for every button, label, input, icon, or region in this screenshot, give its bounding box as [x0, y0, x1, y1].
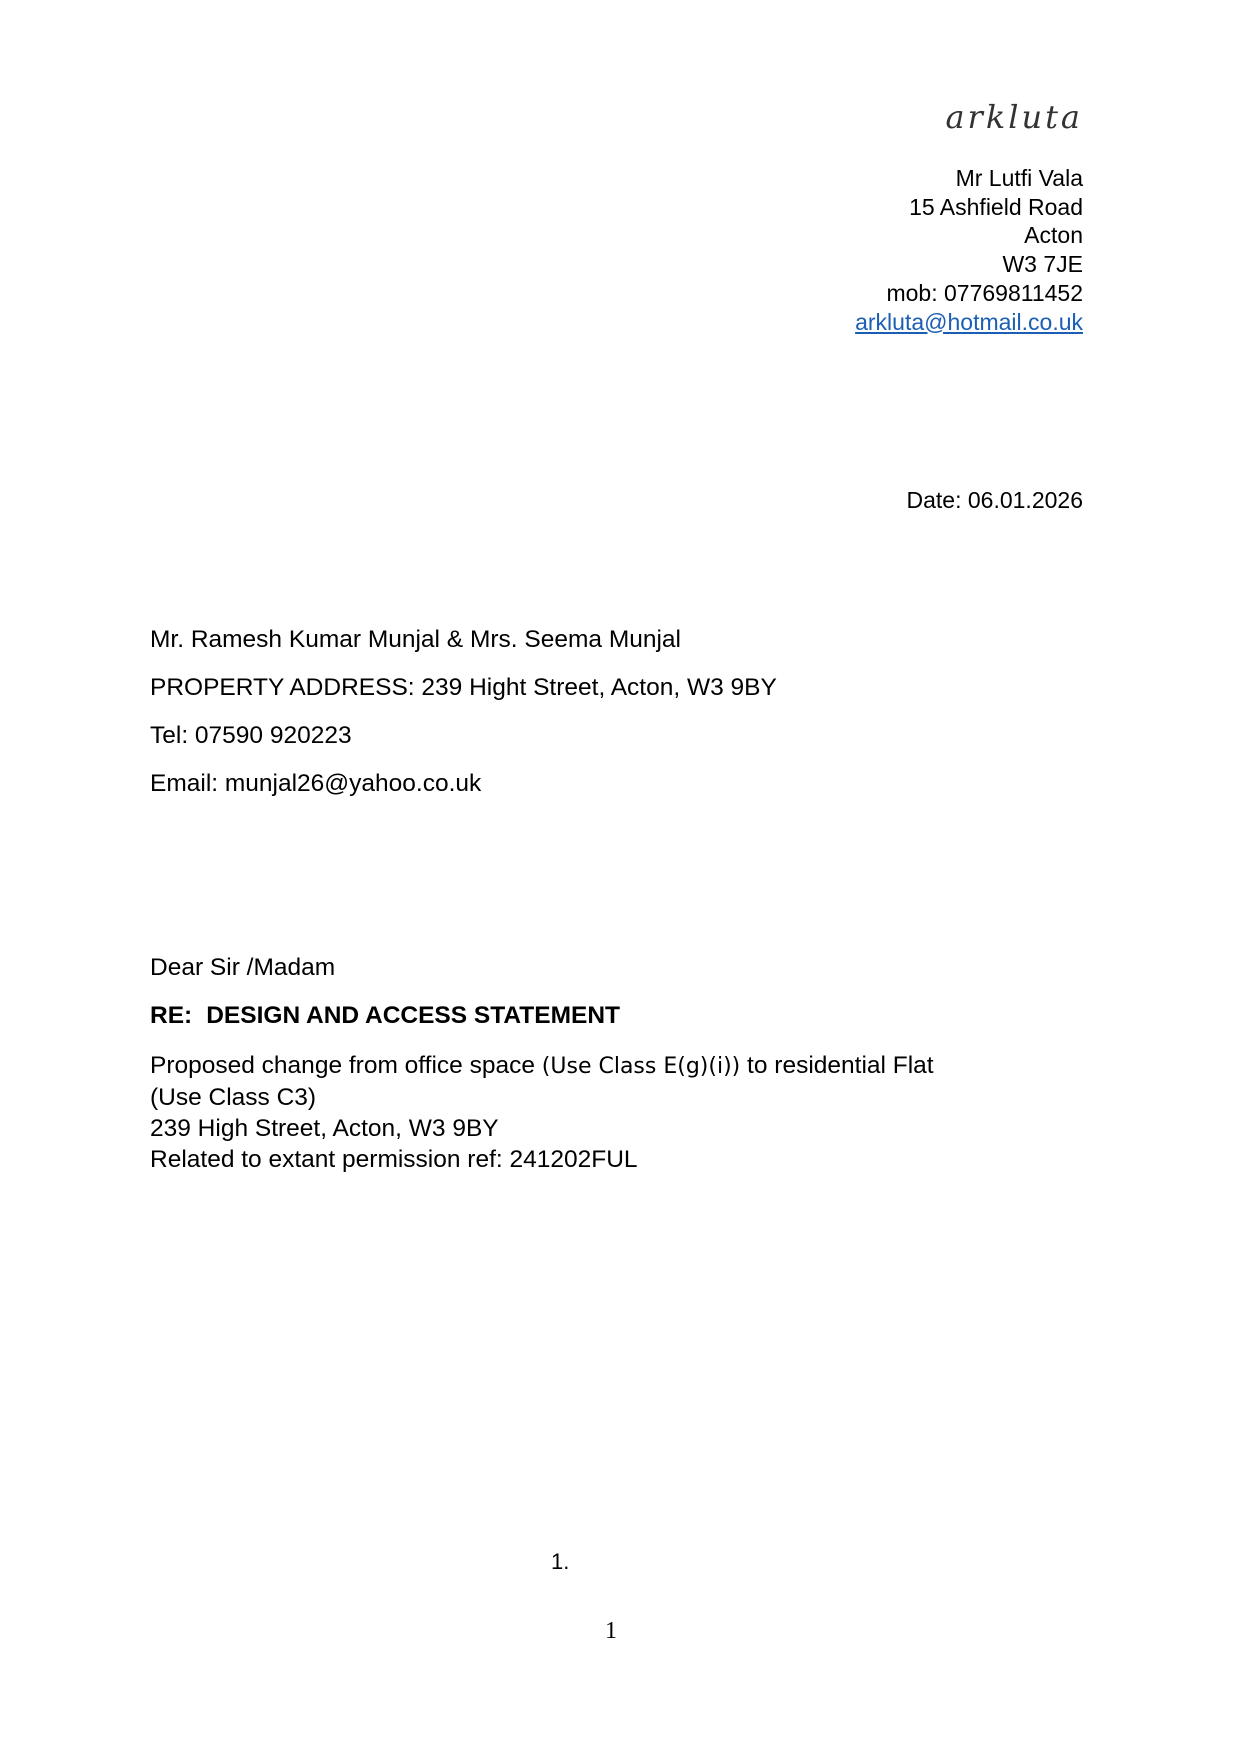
sender-postcode: W3 7JE	[1002, 251, 1083, 278]
recipient-block	[150, 626, 777, 818]
recipient-names: Mr. Ramesh Kumar Munjal & Mrs. Seema Munjal	[150, 626, 681, 653]
proposal-line	[150, 1050, 934, 1082]
subject-label: RE:	[150, 1002, 193, 1029]
sender-address-line2: Acton	[1024, 222, 1083, 249]
permission-reference: Related to extant permission ref: 241202FUL	[150, 1146, 638, 1173]
salutation: Dear Sir /Madam	[150, 954, 336, 981]
letter-date: Date: 06.01.2026	[906, 487, 1083, 513]
recipient-email: Email: munjal26@yahoo.co.uk	[150, 770, 482, 797]
site-address: 239 High Street, Acton, W3 9BY	[150, 1115, 499, 1142]
sender-address-line1: 15 Ashfield Road	[909, 193, 1083, 220]
subject-heading	[150, 1002, 620, 1030]
sender-email-link[interactable]: arkluta@hotmail.co.uk	[855, 308, 1083, 335]
proposal-prefix: Proposed change from office space	[150, 1052, 542, 1079]
subject-title: DESIGN AND ACCESS STATEMENT	[206, 1002, 620, 1029]
sender-mobile: mob: 07769811452	[886, 279, 1083, 306]
use-class-from: (Use Class E(g)(i))	[541, 1054, 741, 1079]
sender-address-block	[855, 164, 1083, 336]
recipient-property-address: PROPERTY ADDRESS: 239 Hight Street, Acton, W3 9BY	[150, 674, 777, 701]
section-marker: 1.	[551, 1549, 570, 1574]
proposal-suffix: to residential Flat	[740, 1052, 934, 1079]
recipient-tel: Tel: 07590 920223	[150, 722, 352, 749]
page-number: 1	[605, 1618, 617, 1644]
use-class-to: (Use Class C3)	[150, 1084, 317, 1111]
arkluta-logo: arkluta	[945, 98, 1083, 136]
subject-details	[150, 1050, 934, 1175]
sender-name: Mr Lutfi Vala	[955, 165, 1083, 191]
